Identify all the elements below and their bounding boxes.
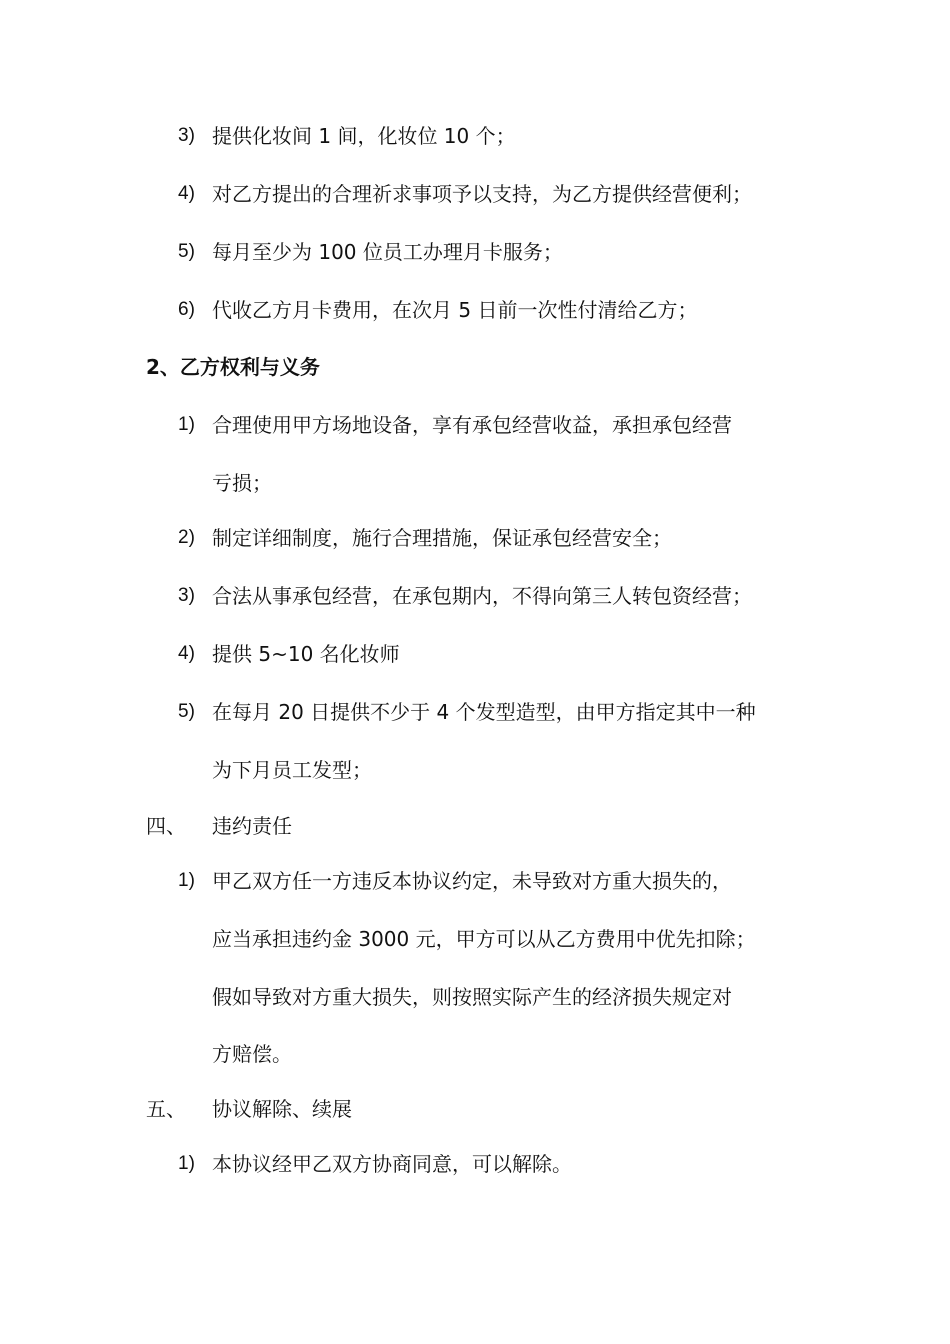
list-text: 制定详细制度，施行合理措施，保证承包经营安全； [212,526,672,550]
list-text: 亏损； [212,471,272,495]
list-text: 对乙方提出的合理祈求事项予以支持，为乙方提供经营便利； [212,182,752,206]
section-number: 五、 [146,1097,186,1121]
list-text: 每月至少为 100 位员工办理月卡服务； [212,240,563,264]
list-number: 6) [178,299,195,320]
list-text: 假如导致对方重大损失，则按照实际产生的经济损失规定对 [212,985,732,1009]
list-number: 1) [178,870,195,891]
list-text: 合法从事承包经营，在承包期内，不得向第三人转包资经营； [212,584,752,608]
list-number: 1) [178,414,195,435]
list-text: 提供化妆间 1 间，化妆位 10 个； [212,124,516,148]
list-text: 合理使用甲方场地设备，享有承包经营收益，承担承包经营 [212,413,732,437]
list-number: 4) [178,643,195,664]
list-text: 甲乙双方任一方违反本协议约定，未导致对方重大损失的， [212,869,732,893]
list-text: 应当承担违约金 3000 元，甲方可以从乙方费用中优先扣除； [212,927,756,951]
list-number: 4) [178,183,195,204]
section-title: 违约责任 [212,814,292,838]
list-number: 2) [178,527,195,548]
list-text: 提供 5~10 名化妆师 [212,642,400,666]
section-number: 四、 [146,814,186,838]
list-text: 代收乙方月卡费用，在次月 5 日前一次性付清给乙方； [212,298,698,322]
list-text: 方赔偿。 [212,1042,292,1066]
list-number: 3) [178,125,195,146]
list-number: 5) [178,241,195,262]
list-number: 1) [178,1153,195,1174]
list-number: 5) [178,701,195,722]
list-text: 在每月 20 日提供不少于 4 个发型造型，由甲方指定其中一种 [212,700,756,724]
list-text: 本协议经甲乙双方协商同意，可以解除。 [212,1152,572,1176]
section-title: 协议解除、续展 [212,1097,352,1121]
list-text: 为下月员工发型； [212,758,372,782]
list-number: 3) [178,585,195,606]
section-heading-party-b: 2、乙方权利与义务 [146,355,320,379]
